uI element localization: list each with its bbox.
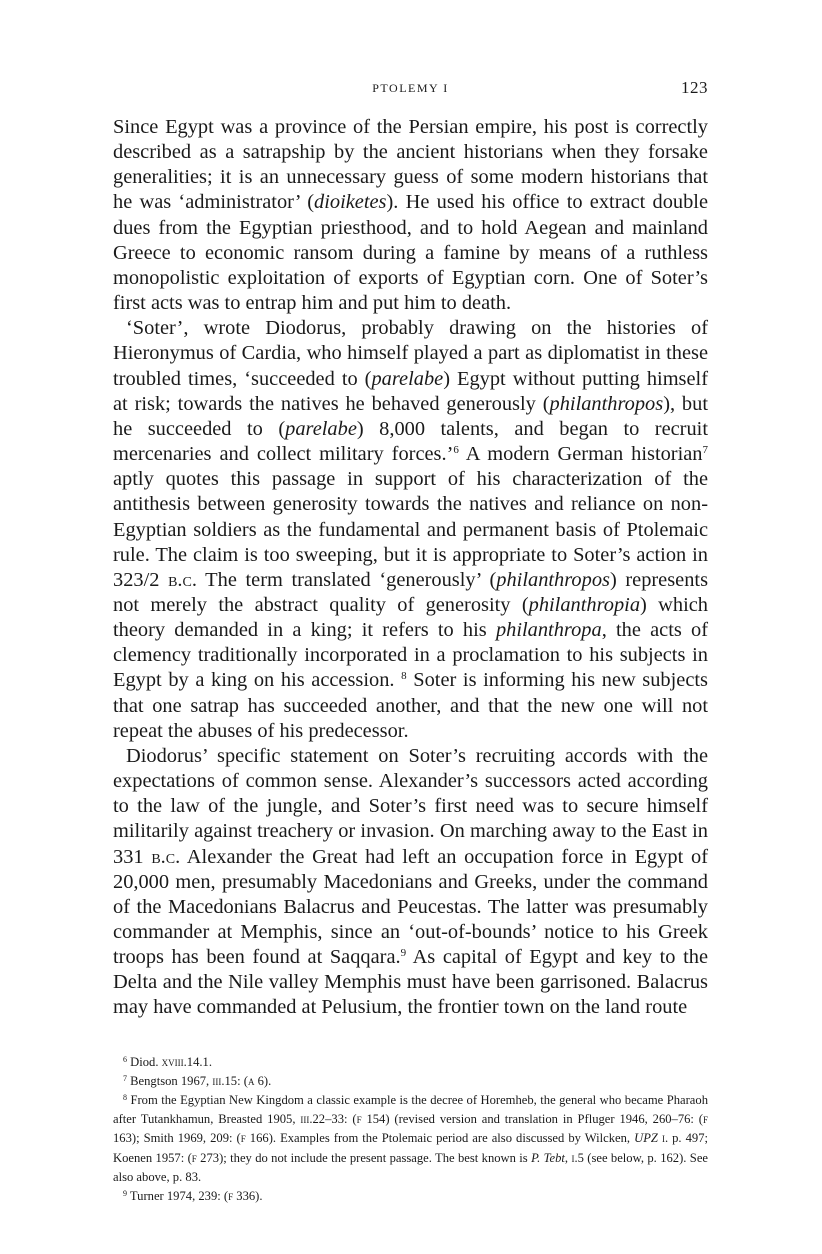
text-run: As capital of Egypt and key to the Delta and the Nile valley Memphis must have been garrisoned. Balacrus may have commanded at Pelusium, the frontier town on the land route: [113, 946, 708, 1019]
footnote-ref: 7: [702, 444, 709, 457]
small-caps-text: a: [247, 1073, 255, 1088]
footnote: [113, 1091, 708, 1187]
text-run: .22–33: (: [309, 1112, 357, 1127]
small-caps-text: f: [240, 1131, 246, 1146]
running-head-title: PTOLEMY I: [372, 81, 449, 95]
body-text: [113, 115, 708, 1021]
text-run: 163); Smith 1969, 209: (: [113, 1131, 241, 1146]
italic-text: UPZ: [634, 1131, 658, 1146]
text-run: ‘Soter’, wrote Diodorus, probably drawing on the histories of Hieronymus of Cardia, who himself played a part as diplomatist in these troubled times, ‘succeeded to (: [113, 317, 708, 390]
page-number: 123: [681, 78, 708, 97]
small-caps-text: b.c.: [168, 568, 197, 591]
footnote-ref: 6: [453, 444, 459, 457]
text-run: From the Egyptian New Kingdom a classic example is the decree of Horemheb, the general who became Pharaoh after Tutankhamun, Breasted 1905,: [113, 1093, 708, 1127]
text-run: ) which theory demanded in a king; it refers to his: [113, 593, 708, 642]
italic-text: philanthropa: [495, 619, 602, 642]
text-run: .14.1.: [183, 1054, 212, 1069]
small-caps-text: i: [571, 1150, 575, 1165]
footnote-ref: 7: [123, 1073, 127, 1083]
italic-text: philanthropos: [496, 568, 610, 591]
italic-text: dioiketes: [314, 191, 387, 214]
book-page: [113, 78, 708, 1206]
text-run: Diodorus’ specific statement on Soter’s recruiting accords with the expectations of common sense. Alexander’s successors acted according to the law of the jungle, and Soter’s first need was to secure himself militarily against treachery or invasion. On marching away to the East in 331: [113, 744, 708, 868]
paragraph: [113, 744, 708, 1021]
italic-text: P. Tebt: [531, 1150, 565, 1165]
footnote: [113, 1053, 708, 1072]
text-run: , the acts of clemency traditionally incorporated in a proclamation to his subjects in Egypt by a king on his accession.: [113, 619, 708, 692]
footnote: [113, 1187, 708, 1206]
small-caps-text: f: [191, 1150, 197, 1165]
text-run: 6).: [254, 1073, 272, 1088]
small-caps-text: f: [356, 1112, 362, 1127]
running-head: [113, 78, 708, 102]
text-run: Since Egypt was a province of the Persian empire, his post is correctly described as a satrapship by the ancient historians when they forsake generalities; it is an unnecessary guess of some modern historians that he was ‘administrator’ (: [113, 116, 708, 214]
text-run: .15: (: [221, 1073, 248, 1088]
text-run: 336).: [233, 1189, 263, 1204]
small-caps-text: f: [228, 1189, 234, 1204]
text-run: 154) (revised version and translation in Pfluger 1946, 260–76: (: [361, 1112, 703, 1127]
text-run: Diod.: [127, 1054, 162, 1069]
text-run: A modern German historian: [458, 443, 703, 466]
text-run: Alexander the Great had left an occupation force in Egypt of 20,000 men, presumably Macedonians and Greeks, under the command of the Macedonians Balacrus and Peucestas. The latter was presumably commander at Memphis, since an ‘out-of-bounds’ notice to his Greek troops has been found at Saqqara.: [113, 845, 708, 969]
text-run: .5 (see below, p. 162). See also above, p. 83.: [113, 1150, 708, 1184]
small-caps-text: iii: [300, 1112, 310, 1127]
text-run: ), but he succeeded to (: [113, 392, 708, 440]
italic-text: philanthropos: [549, 392, 664, 415]
text-run: 166). Examples from the Ptolemaic period are also discussed by Wilcken,: [245, 1131, 635, 1146]
footnotes: [113, 1053, 708, 1207]
text-run: ) Egypt without putting himself at risk; towards the natives he behaved generously (: [113, 367, 708, 415]
footnote-ref: 9: [400, 947, 407, 960]
text-run: ) represents not merely the abstract quality of generosity (: [113, 568, 709, 616]
small-caps-text: f: [702, 1112, 708, 1127]
italic-text: parelabe: [285, 417, 357, 440]
footnote-ref: 8: [401, 670, 407, 683]
small-caps-text: b.c.: [151, 845, 181, 868]
text-run: Bengtson 1967,: [127, 1073, 213, 1088]
text-run: aptly quotes this passage in support of his characterization of the antithesis between generosity towards the natives and reliance on non-Egyptian soldiers as the fundamental and permanent basis of Ptolemaic rule. The claim is too sweeping, but it is appropriate to Soter’s action in 323/2: [113, 468, 708, 591]
footnote-ref: 8: [123, 1093, 127, 1103]
small-caps-text: xviii: [161, 1054, 184, 1069]
text-run: ). He used his office to extract double dues from the Egyptian priesthood, and to hold Aegean and mainland Greece to economic ransom during a famine by means of a ruthless monopolistic exploitation of exports of Egyptian corn. One of Soter’s first acts was to entrap him and put him to death.: [113, 191, 708, 315]
text-run: Turner 1974, 239: (: [127, 1189, 229, 1204]
footnote: [113, 1072, 708, 1091]
text-run: . p. 497; Koenen 1957: (: [113, 1131, 708, 1165]
text-run: The term translated ‘generously’ (: [196, 568, 497, 591]
paragraph: [113, 115, 708, 316]
text-run: ) 8,000 talents, and began to recruit mercenaries and collect military forces.’: [113, 417, 708, 466]
paragraph: [113, 316, 708, 744]
text-run: ,: [564, 1150, 572, 1165]
small-caps-text: iii: [212, 1073, 222, 1088]
text-run: 273); they do not include the present passage. The best known is: [196, 1150, 532, 1165]
text-run: Soter is informing his new subjects that one satrap has succeeded another, and that the new one will not repeat the abuses of his predecessor.: [113, 669, 708, 742]
small-caps-text: i: [661, 1131, 665, 1146]
italic-text: parelabe: [371, 367, 444, 390]
footnote-ref: 6: [123, 1054, 127, 1064]
italic-text: philanthropia: [528, 593, 641, 616]
footnote-ref: 9: [123, 1189, 127, 1199]
